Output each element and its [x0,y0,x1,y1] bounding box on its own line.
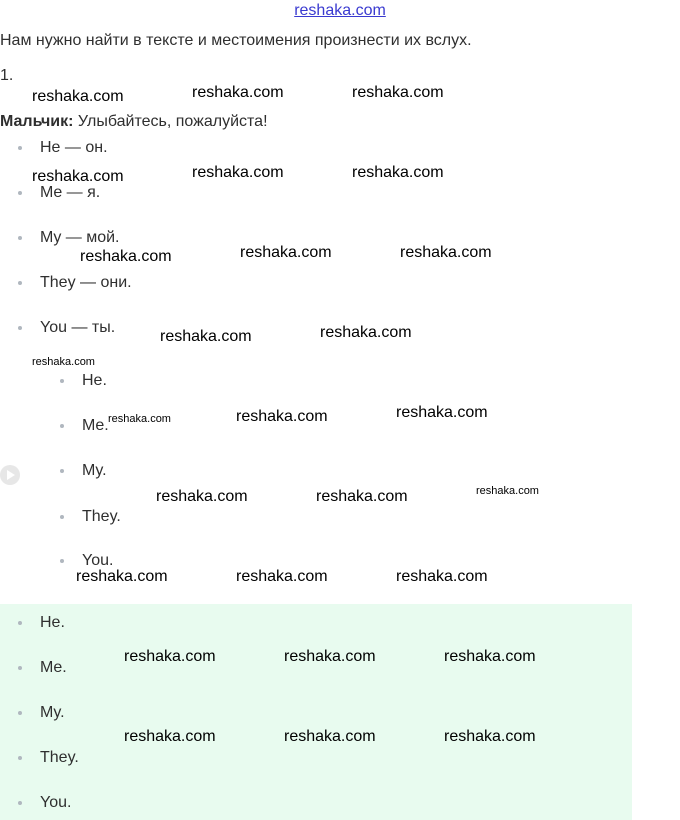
play-icon[interactable] [0,465,20,485]
watermark: reshaka.com [476,485,539,497]
translation-item: They — они. [40,274,132,291]
watermark: reshaka.com [236,568,328,585]
watermark: reshaka.com [160,328,252,345]
pronoun-item: My. [82,462,107,479]
speaker-colon: : [68,113,74,130]
bullet-dot [60,379,64,383]
watermark: reshaka.com [76,568,168,585]
answer-item: They. [40,749,79,766]
dialogue-line [0,113,268,131]
translation-item: He — он. [40,139,108,156]
bullet-dot [18,326,22,330]
site-header-link[interactable]: reshaka.com [294,2,386,19]
task-number: 1. [0,67,14,84]
watermark: reshaka.com [124,648,216,665]
answer-item: My. [40,704,65,721]
watermark: reshaka.com [396,568,488,585]
bullet-dot [18,756,22,760]
bullet-dot [60,469,64,473]
pronoun-item: They. [82,508,121,525]
answer-item: He. [40,614,65,631]
translation-item: My — мой. [40,229,120,246]
speaker-name: Мальчик [0,113,69,130]
answer-item: Me. [40,659,67,676]
watermark: reshaka.com [108,413,171,425]
watermark: reshaka.com [284,648,376,665]
bullet-dot [18,236,22,240]
watermark: reshaka.com [284,728,376,745]
watermark: reshaka.com [352,84,444,101]
watermark: reshaka.com [32,88,124,105]
watermark: reshaka.com [400,244,492,261]
translation-item: Me — я. [40,184,101,201]
watermark: reshaka.com [156,488,248,505]
watermark: reshaka.com [236,408,328,425]
watermark: reshaka.com [32,168,124,185]
bullet-dot [18,621,22,625]
bullet-dot [18,666,22,670]
watermark: reshaka.com [316,488,408,505]
translation-item: You — ты. [40,319,116,336]
watermark: reshaka.com [320,324,412,341]
pronoun-item: Me. [82,417,109,434]
bullet-dot [18,191,22,195]
pronoun-item: He. [82,372,107,389]
bullet-dot [60,559,64,563]
bullet-dot [60,515,64,519]
intro-text: Нам нужно найти в тексте и местоимения произнести их вслух. [0,32,472,49]
watermark: reshaka.com [192,84,284,101]
watermark: reshaka.com [352,164,444,181]
watermark: reshaka.com [240,244,332,261]
bullet-dot [18,801,22,805]
watermark: reshaka.com [32,356,95,368]
bullet-dot [18,281,22,285]
watermark: reshaka.com [444,728,536,745]
watermark: reshaka.com [192,164,284,181]
watermark: reshaka.com [444,648,536,665]
bullet-dot [18,146,22,150]
pronoun-item: You. [82,552,114,569]
dialogue-text: Улыбайтесь, пожалуйста! [73,113,268,130]
bullet-dot [18,711,22,715]
answer-box [0,604,632,820]
watermark: reshaka.com [80,248,172,265]
watermark: reshaka.com [124,728,216,745]
bullet-dot [60,424,64,428]
watermark: reshaka.com [396,404,488,421]
answer-item: You. [40,794,72,811]
